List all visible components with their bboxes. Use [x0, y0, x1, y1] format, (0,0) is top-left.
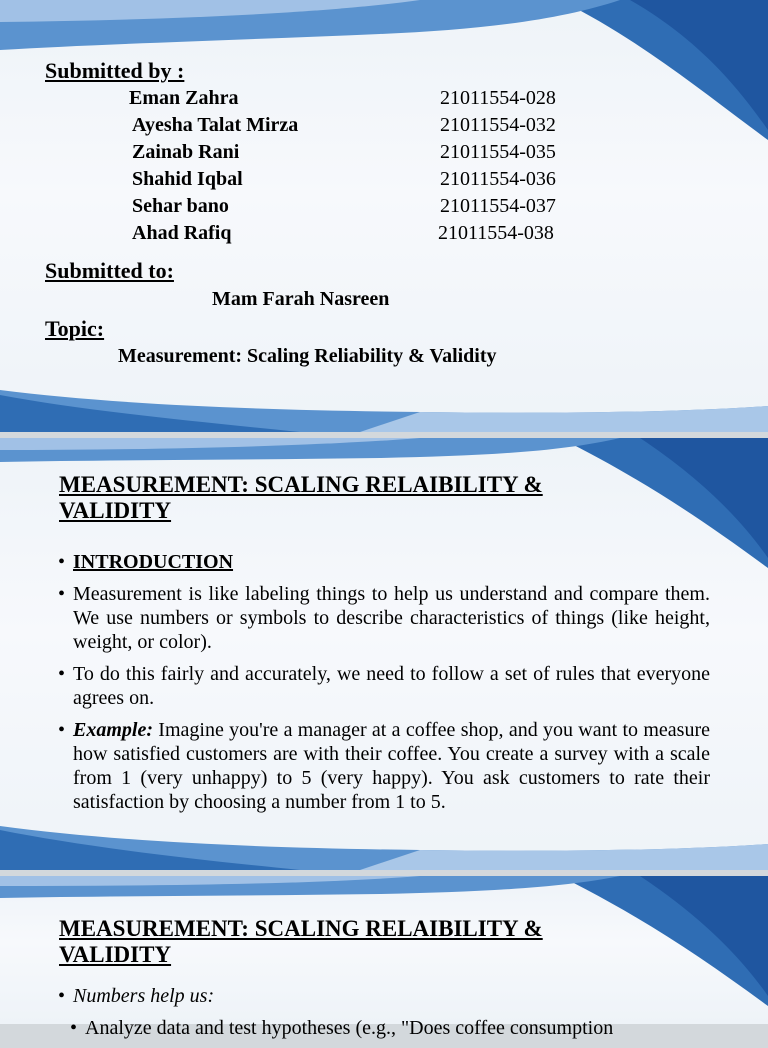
- member-name: Eman Zahra: [129, 87, 239, 109]
- bullet-icon: •: [58, 663, 66, 685]
- member-id: 21011554-035: [440, 141, 556, 163]
- member-name: Sehar bano: [132, 195, 229, 217]
- submitted-by-label: Submitted by :: [45, 58, 185, 83]
- slide-numbers: [0, 876, 768, 1039]
- member-id: 21011554-037: [440, 195, 556, 217]
- bullet-list: [58, 984, 710, 1048]
- list-item: [58, 718, 710, 814]
- member-name: Zainab Rani: [132, 141, 240, 163]
- example-label: Example:: [73, 719, 153, 741]
- member-id: 21011554-032: [440, 114, 556, 136]
- slide-title: MEASUREMENT: SCALING RELAIBILITY & VALIDITY: [59, 472, 543, 523]
- list-item: [58, 550, 710, 574]
- submitted-to-label: Submitted to:: [45, 258, 174, 283]
- member-id: 21011554-036: [440, 168, 556, 190]
- list-item: [58, 662, 710, 710]
- bullet-list: [58, 550, 710, 822]
- member-name: Ahad Rafiq: [132, 222, 232, 244]
- member-id: 21011554-038: [438, 222, 554, 244]
- list-item: [58, 582, 710, 654]
- slide-introduction: [0, 438, 768, 870]
- intro-heading: INTRODUCTION: [73, 551, 234, 573]
- slide-cover: [0, 0, 768, 432]
- example-text: Imagine you're a manager at a coffee shop, and you want to measure how satisfied customers are with their coffee. You create a survey with a scale from 1 (very unhappy) to 5 (very happy). You ask customers to rate their satisfaction by choosing a number from 1 to 5.: [73, 719, 710, 813]
- topic-label: Topic:: [45, 316, 105, 341]
- member-id: 21011554-028: [440, 87, 556, 109]
- paragraph-text: Analyze data and test hypotheses (e.g., "Does coffee consumption: [85, 1017, 614, 1039]
- list-item: [70, 1016, 710, 1040]
- slide-title: MEASUREMENT: SCALING RELAIBILITY & VALIDITY: [59, 916, 543, 967]
- bullet-icon: •: [70, 1017, 78, 1039]
- bullet-icon: •: [58, 719, 66, 741]
- numbers-help-text: Numbers help us:: [73, 985, 215, 1007]
- bullet-icon: •: [58, 985, 66, 1007]
- member-name: Ayesha Talat Mirza: [132, 114, 299, 136]
- paragraph-text: To do this fairly and accurately, we need to follow a set of rules that everyone agrees on.: [73, 663, 710, 709]
- bullet-icon: •: [58, 551, 66, 573]
- topic-text: Measurement: Scaling Reliability & Validity: [118, 345, 497, 367]
- member-name: Shahid Iqbal: [132, 168, 243, 190]
- list-item: [58, 984, 710, 1008]
- teacher-name: Mam Farah Nasreen: [212, 288, 390, 310]
- paragraph-text: Measurement is like labeling things to help us understand and compare them. We use numbers or symbols to describe characteristics of things (like height, weight, or color).: [73, 583, 710, 653]
- bullet-icon: •: [58, 583, 66, 605]
